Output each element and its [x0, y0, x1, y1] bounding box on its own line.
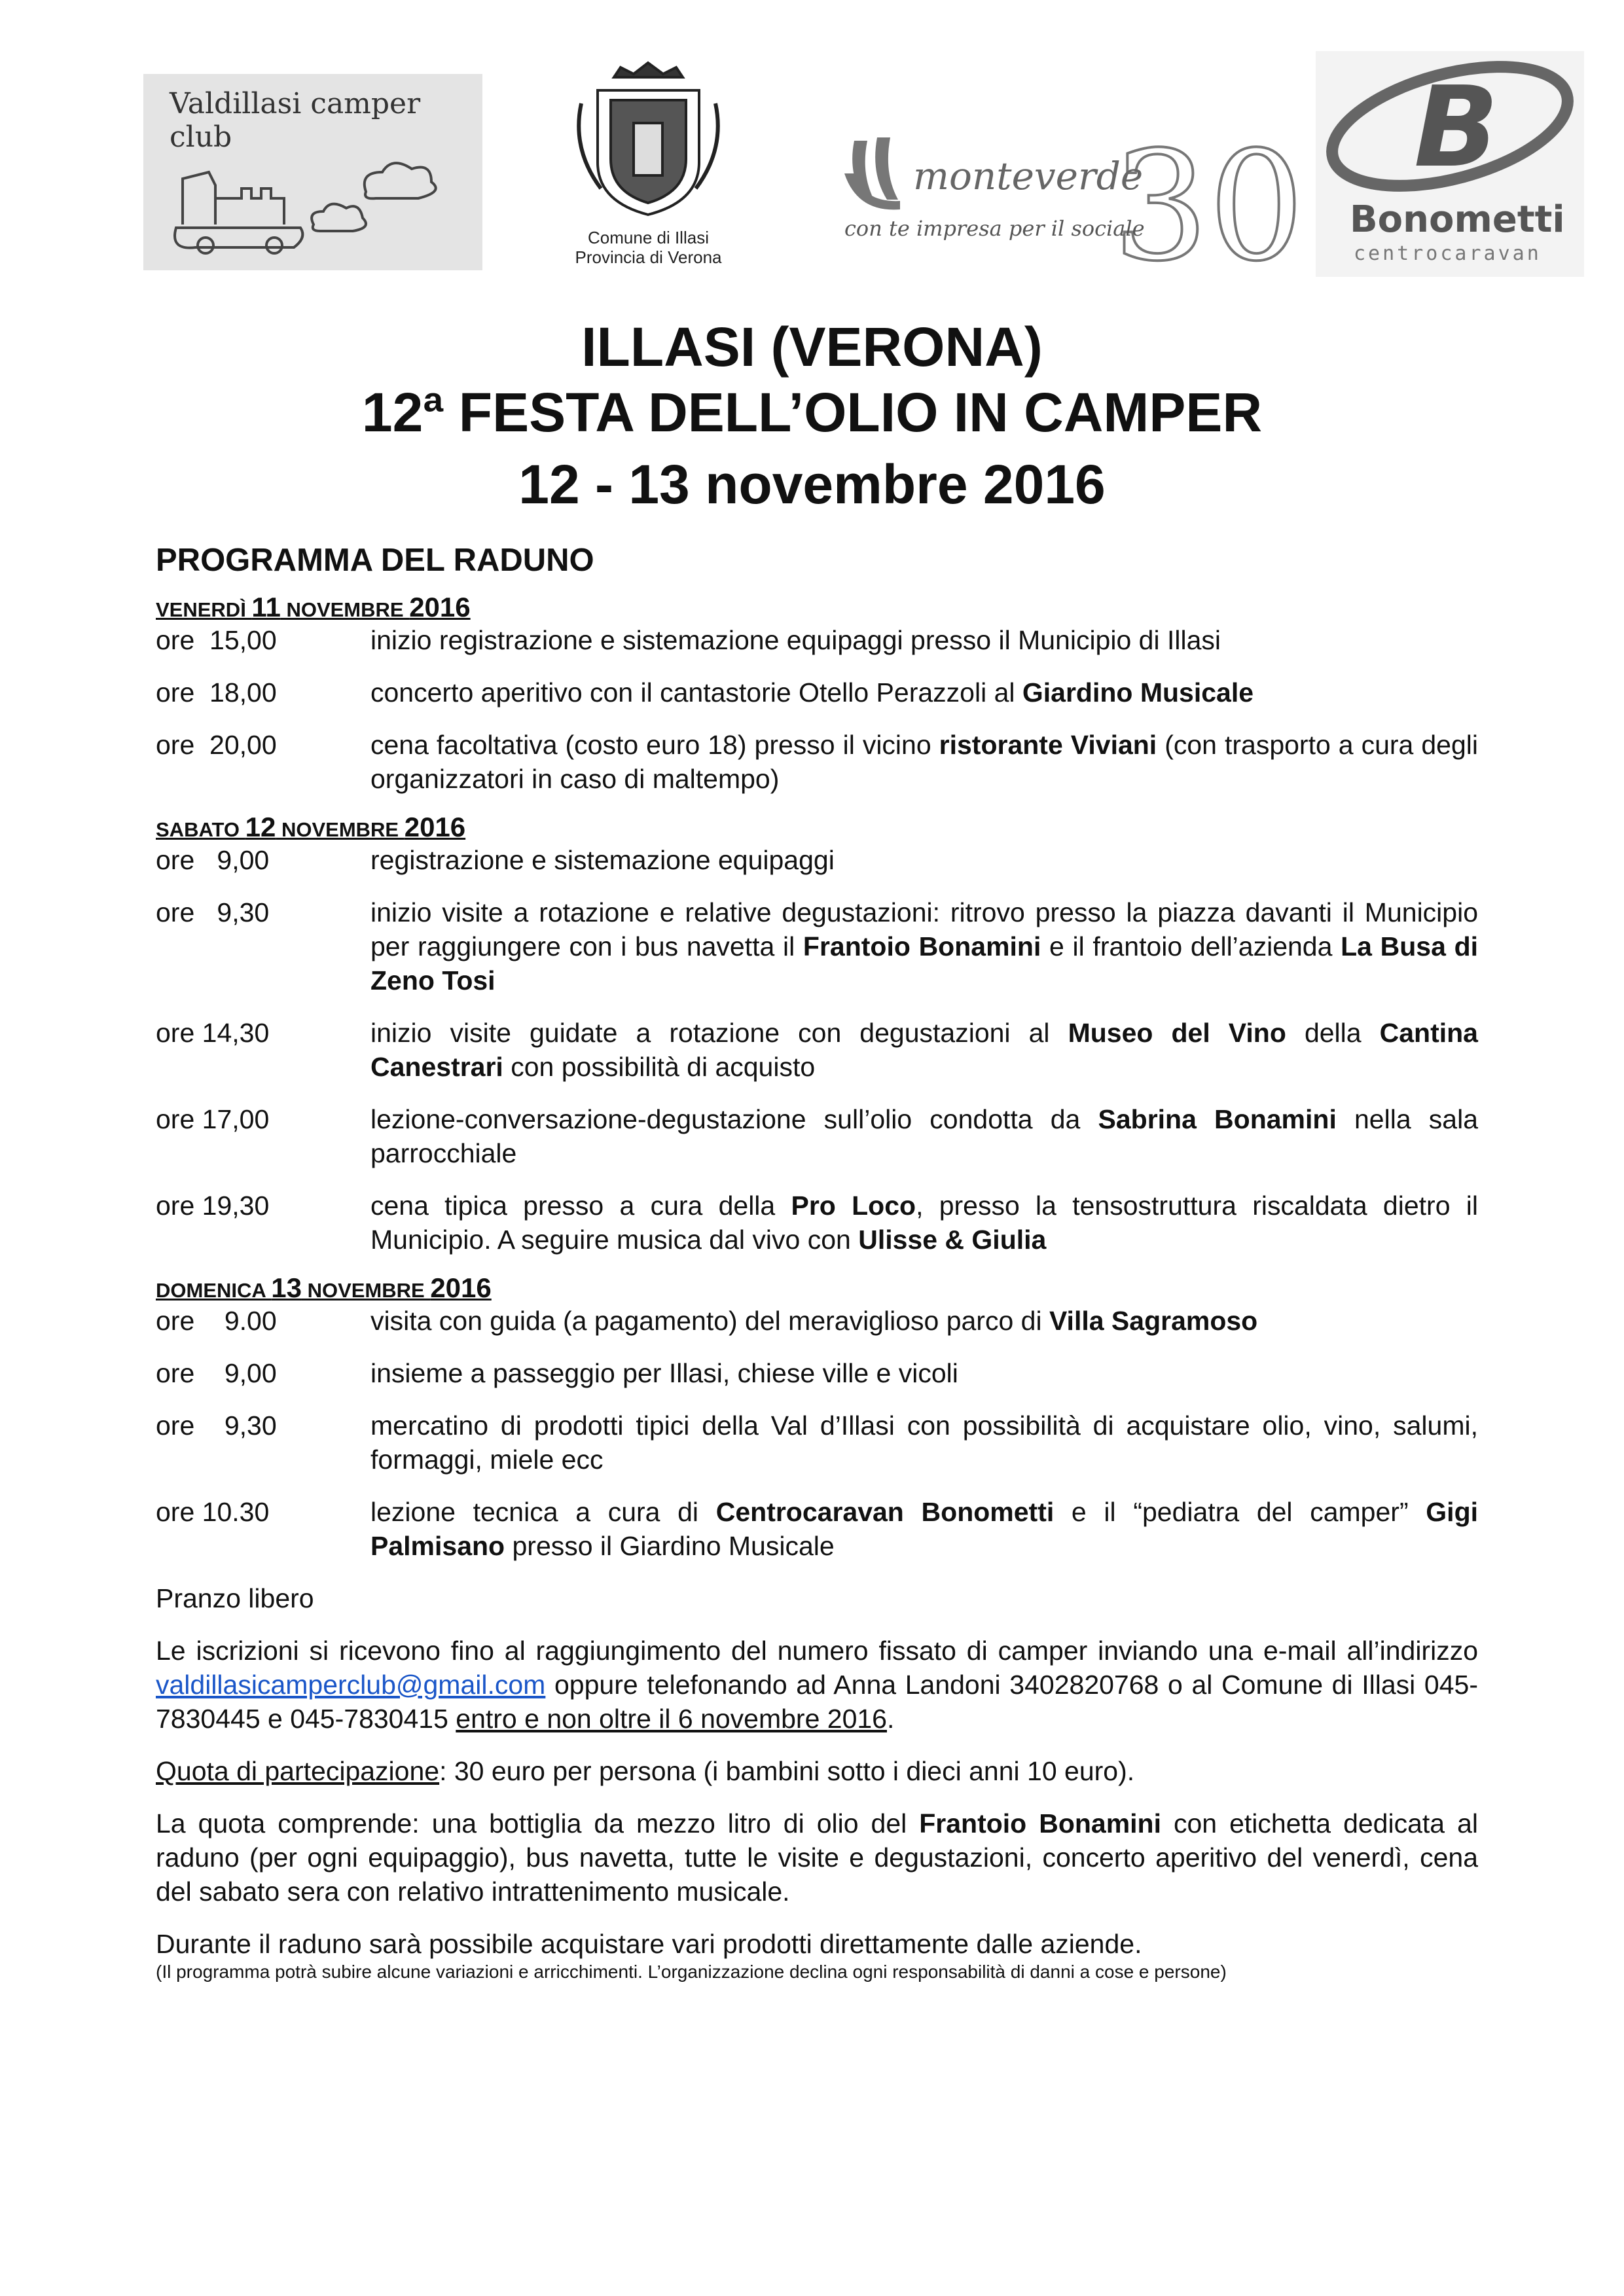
registration-paragraph: Le iscrizioni si ricevono fino al raggiungimento del numero fissato di camper inviando una e-mail all’indirizzo valdillasicamperclub@gmail.com oppure telefonando ad Anna Landoni 3402820768 o al Comune di Illasi 045-7830445 e 045-7830415 entro e non oltre il 6 novembre 2016.: [156, 1636, 1478, 1734]
lunch-note: Pranzo libero: [156, 1583, 314, 1613]
monteverde-name: monteverde: [913, 154, 1144, 198]
event-time: ore 9,30: [156, 897, 270, 927]
bonometti-name: Bonometti: [1350, 198, 1565, 241]
castle-camper-icon: [143, 74, 482, 270]
bonometti-logo: [1316, 51, 1584, 277]
event-time: ore 9,00: [156, 845, 270, 875]
event-description: visita con guida (a pagamento) del meraviglioso parco di Villa Sagramoso: [370, 1306, 1258, 1336]
schedule-item: [156, 1304, 1478, 1338]
document-body: [156, 543, 1478, 2001]
schedule-item: [156, 895, 1478, 997]
comune-name: Comune di Illasi: [588, 228, 709, 247]
event-time: ore 19,30: [156, 1191, 270, 1221]
title-dates: 12 - 13 novembre 2016: [518, 454, 1106, 515]
program-heading: PROGRAMMA DEL RADUNO: [156, 543, 594, 578]
event-time: ore 10.30: [156, 1497, 270, 1527]
event-description: mercatino di prodotti tipici della Val d’Illasi con possibilità di acquistare olio, vino, salumi, formaggi, miele ecc: [370, 1410, 1478, 1475]
valdillasi-camper-club-logo: [143, 74, 482, 270]
event-description: concerto aperitivo con il cantastorie Otello Perazzoli al Giardino Musicale: [370, 677, 1254, 708]
event-description: inizio visite a rotazione e relative degustazioni: ritrovo presso la piazza davanti il Municipio per raggiungere con i bus navetta il Frantoio Bonamini e il frantoio dell’azienda La Busa di Zeno Tosi: [370, 897, 1479, 996]
monteverde-logo: [838, 120, 1305, 295]
schedule-item: [156, 623, 1478, 657]
schedule-item: [156, 843, 1478, 877]
event-description: insieme a passeggio per Illasi, chiese ville e vicoli: [370, 1358, 958, 1388]
deadline: entro e non oltre il 6 novembre 2016: [456, 1704, 887, 1734]
schedule-item: [156, 1408, 1478, 1477]
schedule-item: [156, 1189, 1478, 1257]
title-event: 12ª FESTA DELL’OLIO IN CAMPER: [361, 382, 1263, 443]
schedule-item: [156, 1102, 1478, 1170]
event-time: ore 18,00: [156, 677, 277, 708]
fee-paragraph: Quota di partecipazione: 30 euro per persona (i bambini sotto i dieci anni 10 euro).: [156, 1756, 1135, 1786]
coat-of-arms-icon: [535, 51, 761, 221]
event-time: ore 9,30: [156, 1410, 277, 1441]
event-description: registrazione e sistemazione equipaggi: [370, 845, 835, 875]
bonometti-sub: centrocaravan: [1354, 242, 1542, 265]
event-time: ore 9.00: [156, 1306, 277, 1336]
hands-icon: [838, 120, 1305, 295]
valdillasi-logo-text: Valdillasi camper club: [170, 87, 421, 154]
schedule-item: [156, 728, 1478, 796]
monteverde-tagline: con te impresa per il sociale: [844, 216, 1145, 241]
comune-di-illasi-logo: [535, 51, 761, 274]
event-description: lezione-conversazione-degustazione sull’olio condotta da Sabrina Bonamini nella sala parrocchiale: [370, 1104, 1478, 1168]
event-time: ore 9,00: [156, 1358, 277, 1388]
event-description: inizio visite guidate a rotazione con degustazioni al Museo del Vino della Cantina Canestrari con possibilità di acquisto: [370, 1018, 1478, 1082]
day-heading: SABATO 12 NOVEMBRE 2016: [156, 812, 466, 842]
monteverde-30-mark: 30: [1113, 120, 1305, 295]
event-time: ore 14,30: [156, 1018, 270, 1048]
bonometti-b-icon: [1316, 51, 1584, 202]
event-time: ore 17,00: [156, 1104, 270, 1134]
svg-text:B: B: [1414, 63, 1499, 192]
email-link[interactable]: valdillasicamperclub@gmail.com: [156, 1670, 546, 1700]
event-description: cena facoltativa (costo euro 18) presso il vicino ristorante Viviani (con trasporto a cura degli organizzatori in caso di maltempo): [370, 730, 1478, 794]
event-time: ore 20,00: [156, 730, 277, 760]
schedule-item: [156, 1016, 1478, 1084]
fee-label: Quota di partecipazione: [156, 1756, 440, 1786]
event-description: lezione tecnica a cura di Centrocaravan Bonometti e il “pediatra del camper” Gigi Palmisano presso il Giardino Musicale: [370, 1497, 1478, 1561]
schedule-item: [156, 675, 1478, 709]
event-description: inizio registrazione e sistemazione equipaggi presso il Municipio di Illasi: [370, 625, 1221, 655]
event-time: ore 15,00: [156, 625, 277, 655]
provincia-name: Provincia di Verona: [575, 247, 722, 267]
title-location: ILLASI (VERONA): [581, 316, 1043, 378]
schedule-item: [156, 1356, 1478, 1390]
day-heading: DOMENICA 13 NOVEMBRE 2016: [156, 1272, 492, 1303]
fee-includes-paragraph: La quota comprende: una bottiglia da mezzo litro di olio del Frantoio Bonamini con etichetta dedicata al raduno (per ogni equipaggio), bus navetta, tutte le visite e degustazioni, concerto aperitivo del venerdì, cena del sabato sera con relativo intrattenimento musicale.: [156, 1808, 1478, 1907]
day-heading: VENERDÌ 11 NOVEMBRE 2016: [156, 592, 471, 622]
disclaimer: (Il programma potrà subire alcune variazioni e arricchimenti. L’organizzazione declina ogni responsabilità di danni a cose e persone): [156, 1962, 1227, 1982]
schedule-item: [156, 1495, 1478, 1563]
event-description: cena tipica presso a cura della Pro Loco, presso la tensostruttura riscaldata dietro il Municipio. A seguire musica dal vivo con Ulisse & Giulia: [370, 1191, 1478, 1255]
purchase-note: Durante il raduno sarà possibile acquistare vari prodotti direttamente dalle aziende.: [156, 1929, 1142, 1959]
